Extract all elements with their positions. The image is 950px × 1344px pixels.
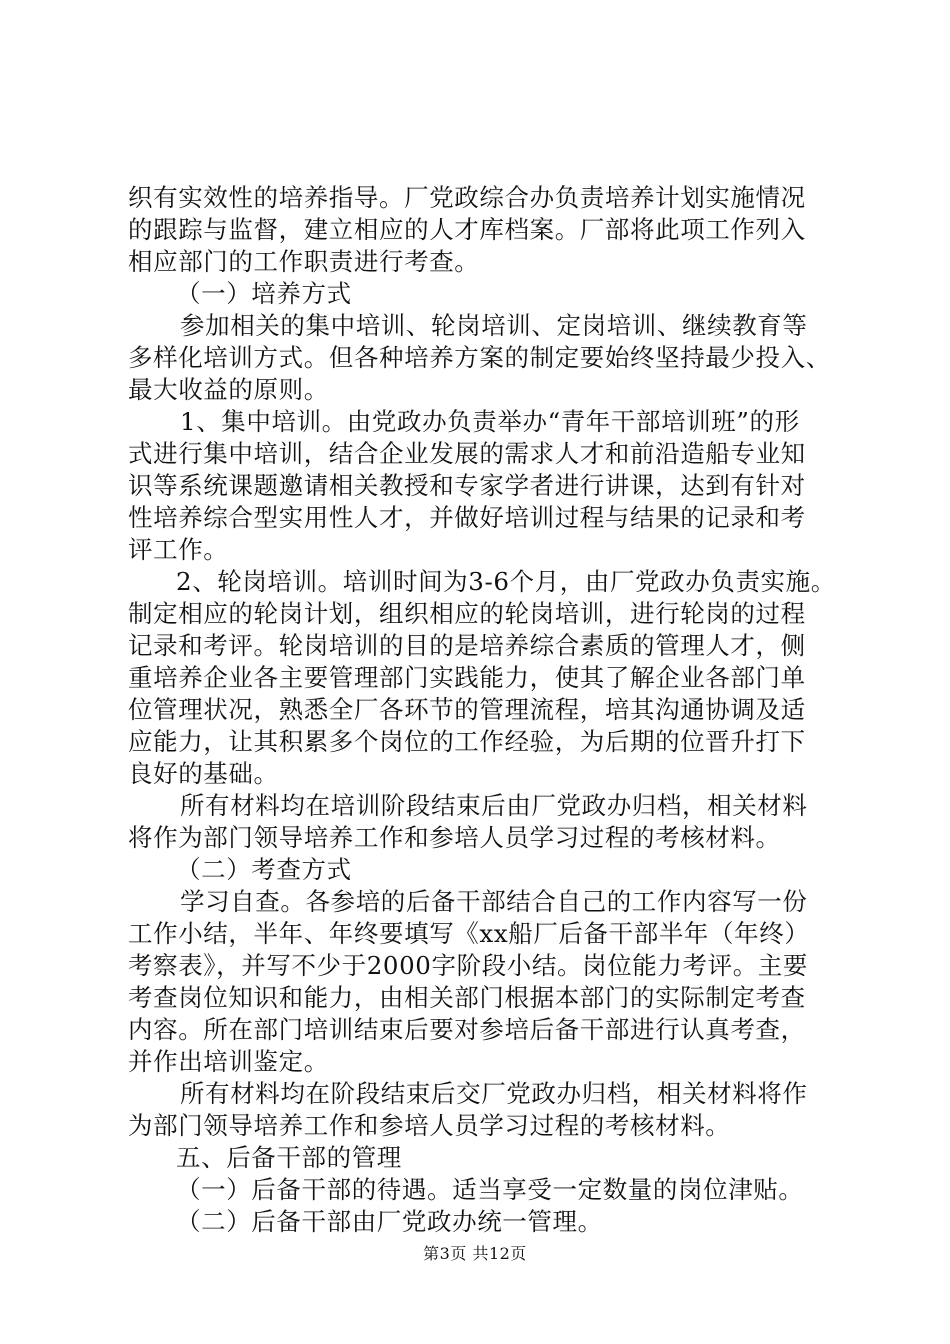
text-line: 为部门领导培养工作和参培人员学习过程的考核材料。 — [128, 1111, 731, 1140]
text-line: 应能力，让其积累多个岗位的工作经验，为后期的位晋升打下 — [128, 727, 806, 756]
text-line: 1、集中培训。由党政办负责举办“青年干部培训班”的形 — [180, 407, 800, 436]
text-line: 制定相应的轮岗计划，组织相应的轮岗培训，进行轮岗的过程 — [128, 599, 806, 628]
text-line: 最大收益的原则。 — [128, 375, 329, 404]
text-line: 识等系统课题邀请相关教授和专家学者进行讲课，达到有针对 — [128, 471, 806, 500]
text-line: 评工作。 — [128, 535, 229, 564]
text-line: 学习自查。各参培的后备干部结合自己的工作内容写一份 — [180, 887, 808, 916]
text-line: 所有材料均在培训阶段结束后由厂党政办归档，相关材料 — [180, 791, 808, 820]
text-line: 式进行集中培训，结合企业发展的需求人才和前沿造船专业知 — [128, 439, 806, 468]
text-line: 织有实效性的培养指导。厂党政综合办负责培养计划实施情况 — [128, 183, 806, 212]
text-line: 的跟踪与监督，建立相应的人才库档案。厂部将此项工作列入 — [128, 215, 806, 244]
section-heading: （二）考查方式 — [176, 855, 352, 884]
text-line: 参加相关的集中培训、轮岗培训、定岗培训、继续教育等 — [180, 311, 808, 340]
text-line: 2、轮岗培训。培训时间为3-6个月，由厂党政办负责实施。 — [176, 567, 836, 596]
text-line: 将作为部门领导培养工作和参培人员学习过程的考核材料。 — [128, 823, 781, 852]
text-line: 所有材料均在阶段结束后交厂党政办归档，相关材料将作 — [180, 1079, 808, 1108]
text-line: 考察表》，并写不少于2000字阶段小结。岗位能力考评。主要 — [128, 951, 808, 980]
text-line: 工作小结，半年、年终要填写《xx船厂后备干部半年（年终） — [128, 919, 810, 948]
text-line: （一）后备干部的待遇。适当享受一定数量的岗位津贴。 — [176, 1175, 804, 1204]
text-line: 内容。所在部门培训结束后要对参培后备干部进行认真考查， — [128, 1015, 806, 1044]
text-line: 重培养企业各主要管理部门实践能力，使其了解企业各部门单 — [128, 663, 806, 692]
text-line: 位管理状况，熟悉全厂各环节的管理流程，培其沟通协调及适 — [128, 695, 806, 724]
section-heading: 五、后备干部的管理 — [176, 1143, 402, 1172]
text-line: 考查岗位知识和能力，由相关部门根据本部门的实际制定考查 — [128, 983, 806, 1012]
text-line: （二）后备干部由厂党政办统一管理。 — [176, 1207, 603, 1236]
text-line: 多样化培训方式。但各种培养方案的制定要始终坚持最少投入、 — [128, 343, 831, 372]
text-line: 并作出培训鉴定。 — [128, 1047, 329, 1076]
text-line: 良好的基础。 — [128, 759, 279, 788]
text-line: 相应部门的工作职责进行考查。 — [128, 247, 480, 276]
text-line: 性培养综合型实用性人才，并做好培训过程与结果的记录和考 — [128, 503, 806, 532]
page-footer: 第3页 共12页 — [423, 1244, 527, 1263]
text-line: 记录和考评。轮岗培训的目的是培养综合素质的管理人才，侧 — [128, 631, 806, 660]
section-heading: （一）培养方式 — [176, 279, 352, 308]
